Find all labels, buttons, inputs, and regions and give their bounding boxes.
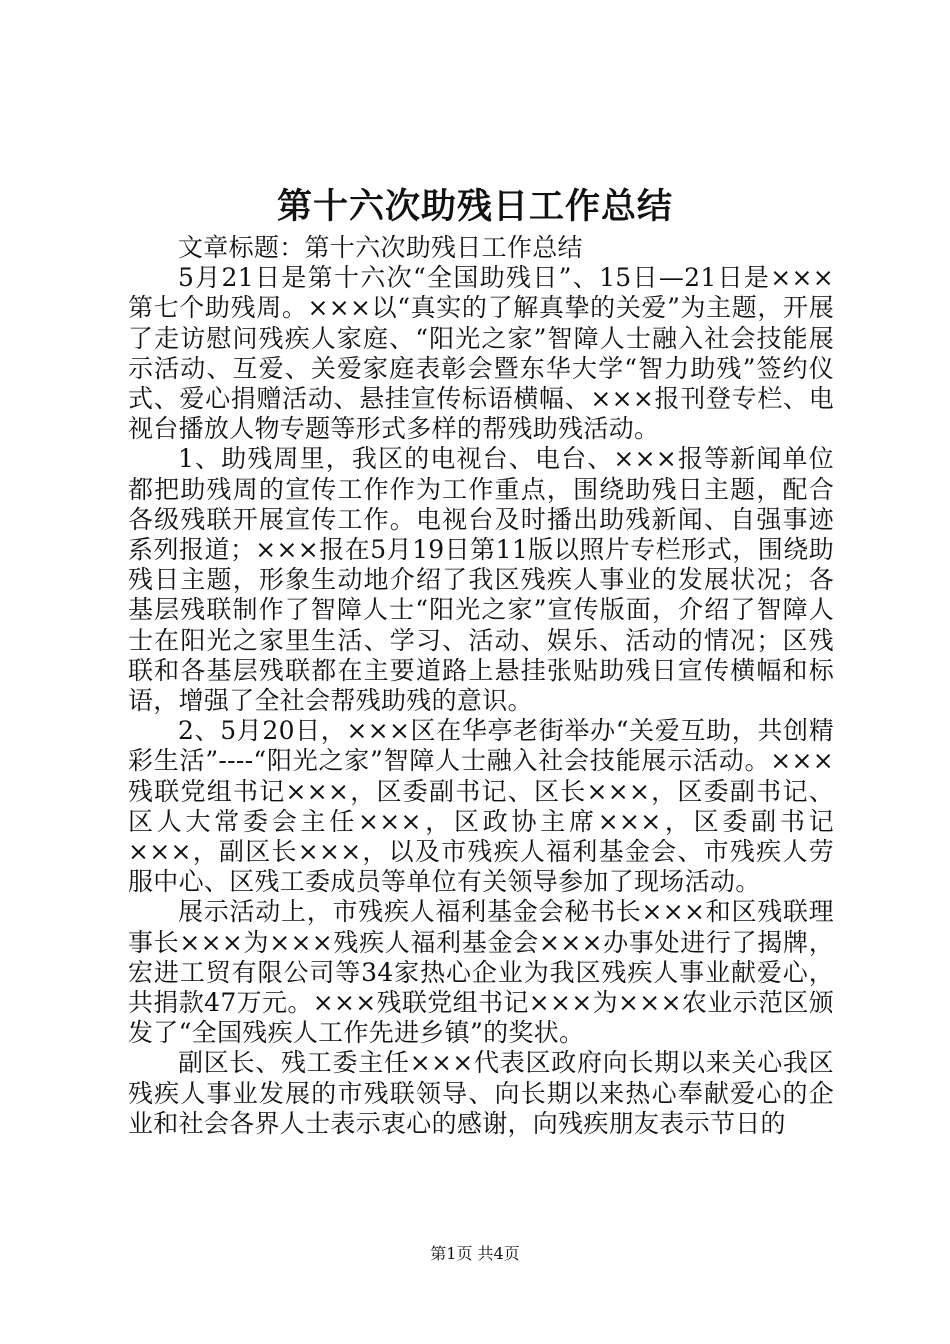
- paragraph-thanks: 副区长、残工委主任×××代表区政府向长期以来关心我区残疾人事业发展的市残联领导、向长期以来热心奉献爱心的企业和社会各界人士表示衷心的感谢，向残疾朋友表示节日的: [128, 1048, 834, 1138]
- paragraph-intro: 5月21日是第十六次“全国助残日”、15日—21日是×××第七个助残周。×××以“真实的了解真挚的关爱”为主题，开展了走访慰问残疾人家庭、“阳光之家”智障人士融入社会技能展示活动、互爱、关爱家庭表彰会暨东华大学“智力助残”签约仪式、爱心捐赠活动、悬挂宣传标语横幅、×××报刊登专栏、电视台播放人物专题等形式多样的帮残助残活动。: [128, 263, 834, 444]
- paragraph-article-title: 文章标题：第十六次助残日工作总结: [178, 233, 583, 262]
- paragraph-showcase: 展示活动上，市残疾人福利基金会秘书长×××和区残联理事长×××为×××残疾人福利基金会×××办事处进行了揭牌，宏进工贸有限公司等34家热心企业为我区残疾人事业献爱心，共捐款47万元。×××残联党组书记×××为×××农业示范区颁发了“全国残疾人工作先进乡镇”的奖状。: [128, 897, 834, 1048]
- page-footer: 第1页 共4页: [430, 1244, 520, 1263]
- document-body: [128, 233, 834, 1139]
- paragraph-item-1: 1、助残周里，我区的电视台、电台、×××报等新闻单位都把助残周的宣传工作作为工作重点，围绕助残日主题，配合各级残联开展宣传工作。电视台及时播出助残新闻、自强事迹系列报道；×××报在5月19日第11版以照片专栏形式，围绕助残日主题，形象生动地介绍了我区残疾人事业的发展状况；各基层残联制作了智障人士“阳光之家”宣传版面，介绍了智障人士在阳光之家里生活、学习、活动、娱乐、活动的情况；区残联和各基层残联都在主要道路上悬挂张贴助残日宣传横幅和标语，增强了全社会帮残助残的意识。: [128, 444, 834, 716]
- paragraph-item-2: 2、5月20日，×××区在华亭老街举办“关爱互助，共创精彩生活”----“阳光之家”智障人士融入社会技能展示活动。×××残联党组书记×××，区委副书记、区长×××，区委副书记、区人大常委会主任×××，区政协主席×××，区委副书记×××，副区长×××，以及市残疾人福利基金会、市残疾人劳服中心、区残工委成员等单位有关领导参加了现场活动。: [128, 716, 834, 897]
- document-title: 第十六次助残日工作总结: [276, 186, 673, 227]
